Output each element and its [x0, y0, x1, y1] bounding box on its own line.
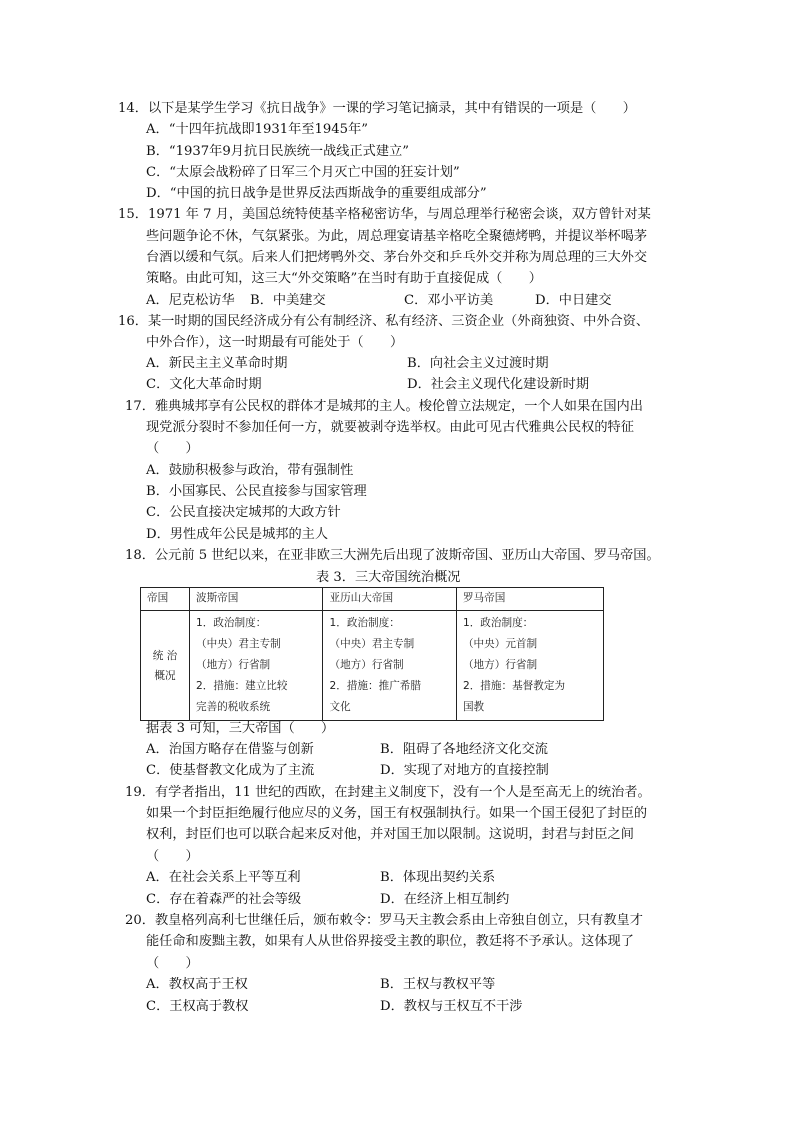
question-18-stem-line1: 18．公元前 5 世纪以来，在亚非欧三大洲先后出现了波斯帝国、亚历山大帝国、罗马帝国。 [125, 548, 660, 563]
question-18-option-c[interactable]: C．使基督教文化成为了主流 [146, 763, 315, 778]
persia-line3: （地方）行省制 [196, 659, 271, 671]
table-header-row [141, 588, 604, 611]
question-15-stem-line1: 15．1971 年 7 月，美国总统特使基辛格秘密访华，与周总理举行秘密会谈，双方曾针对某 [118, 207, 651, 222]
rome-line3: （地方）行省制 [462, 659, 538, 671]
question-17-stem-line3: （ ） [146, 441, 199, 456]
alexander-line5: 文化 [329, 701, 351, 713]
question-20-option-c[interactable]: C．王权高于教权 [146, 999, 249, 1014]
question-16-option-b[interactable]: B．向社会主义过渡时期 [407, 356, 549, 371]
question-19-option-a[interactable]: A．在社会关系上平等互利 [146, 870, 301, 885]
question-20-stem-line1: 20．教皇格列高利七世继任后，颁布敕令：罗马天主教会系由上帝独自创立，只有教皇才 [125, 913, 643, 928]
question-17-option-d[interactable]: D．男性成年公民是城邦的主人 [146, 527, 329, 542]
question-14-option-d[interactable]: D．“中国的抗日战争是世界反法西斯战争的重要组成部分” [146, 186, 487, 201]
question-17-option-c[interactable]: C．公民直接决定城邦的大政方针 [146, 505, 341, 520]
question-16-stem-line1: 16．某一时期的国民经济成分有公有制经济、私有经济、三资企业（外商独资、中外合资、 [118, 314, 650, 329]
table-header-rome: 罗马帝国 [456, 588, 603, 611]
question-20-option-a[interactable]: A．教权高于王权 [146, 977, 248, 992]
question-18-option-b[interactable]: B．阻碍了各地经济文化交流 [380, 742, 548, 757]
table-header-alexander: 亚历山大帝国 [323, 588, 456, 611]
question-16-stem-line2: 中外合作），这一时期最有可能处于（ ） [146, 335, 404, 350]
question-17-option-a[interactable]: A．鼓励积极参与政治，带有强制性 [146, 463, 354, 478]
question-17-stem-line2: 现党派分裂时不参加任何一方，就要被剥夺选举权。由此可见古代雅典公民权的特征 [146, 420, 634, 435]
rome-line5: 国教 [462, 701, 485, 713]
table-3-caption: 表 3．三大帝国统治概况 [316, 570, 461, 585]
alexander-line3: （地方）行省制 [329, 659, 404, 671]
question-19-stem-line4: （ ） [146, 849, 199, 864]
question-18-option-a[interactable]: A．治国方略存在借鉴与创新 [146, 742, 314, 757]
question-15-option-d[interactable]: D．中日建交 [535, 293, 612, 308]
rome-line4: 2．措施：基督教定为 [462, 680, 566, 692]
question-15-option-b[interactable]: B．中美建交 [250, 293, 326, 308]
question-17-option-b[interactable]: B．小国寡民、公民直接参与国家管理 [146, 484, 367, 499]
question-19-stem-line3: 权利，封臣们也可以联合起来反对他，并对国王加以限制。这说明，封君与封臣之间 [146, 827, 634, 842]
empire-comparison-table [140, 587, 604, 721]
question-14-option-c[interactable]: C．“太原会战粉碎了日军三个月灭亡中国的狂妄计划” [146, 165, 460, 180]
question-19-stem-line2: 如果一个封臣拒绝履行他应尽的义务，国王有权强制执行。如果一个国王侵犯了封臣的 [146, 806, 648, 821]
rome-cell [456, 611, 603, 721]
alexander-line1: 1．政治制度： [329, 617, 400, 629]
question-19-stem-line1: 19．有学者指出，11 世纪的西欧，在封建主义制度下，没有一个人是至高无上的统治者。 [125, 785, 651, 800]
persia-line1: 1．政治制度： [196, 617, 267, 629]
table-header-empire: 帝国 [141, 588, 190, 611]
persia-line2: （中央）君主专制 [196, 638, 281, 650]
question-16-option-d[interactable]: D．社会主义现代化建设新时期 [407, 377, 590, 392]
question-15-stem-line2: 些问题争论不休，气氛紧张。为此，周总理宴请基辛格吃全聚德烤鸭，并提议举杯喝茅 [146, 229, 648, 244]
question-15-stem-line4: 策略。由此可知，这三大“外交策略”在当时有助于直接促成（ ） [146, 271, 542, 286]
question-15-option-a[interactable]: A．尼克松访华 [146, 293, 235, 308]
question-16-option-c[interactable]: C．文化大革命时期 [146, 377, 262, 392]
question-17-stem-line1: 17．雅典城邦享有公民权的群体才是城邦的主人。梭伦曾立法规定，一个人如果在国内出 [125, 399, 643, 414]
question-19-option-c[interactable]: C．存在着森严的社会等级 [146, 892, 302, 907]
question-20-stem-line3: （ ） [146, 956, 199, 971]
question-19-option-d[interactable]: D．在经济上相互制约 [380, 892, 510, 907]
question-14-option-b[interactable]: B．“1937年9月抗日民族统一战线正式建立” [146, 144, 409, 159]
question-18-after-table: 据表 3 可知，三大帝国（ ） [146, 721, 335, 736]
persia-cell [190, 611, 323, 721]
question-14-stem: 14．以下是某学生学习《抗日战争》一课的学习笔记摘录，其中有错误的一项是（ ） [118, 101, 636, 116]
question-20-option-d[interactable]: D．教权与王权互不干涉 [380, 999, 523, 1014]
question-14-option-a[interactable]: A．“十四年抗战即1931年至1945年” [146, 122, 369, 137]
question-18-option-d[interactable]: D．实现了对地方的直接控制 [380, 763, 549, 778]
question-16-option-a[interactable]: A．新民主主义革命时期 [146, 356, 288, 371]
row-header-line2: 概况 [154, 669, 176, 682]
rome-line2: （中央）元首制 [462, 638, 538, 650]
persia-line4: 2．措施：建立比较 [196, 680, 288, 692]
question-15-option-c[interactable]: C．邓小平访美 [404, 293, 494, 308]
alexander-line2: （中央）君主专制 [329, 638, 415, 650]
question-15-stem-line3: 台酒以缓和气氛。后来人们把烤鸭外交、茅台外交和乒乓外交并称为周总理的三大外交 [146, 250, 648, 265]
table-body-row [141, 611, 604, 721]
persia-line5: 完善的税收系统 [196, 701, 271, 713]
rome-line1: 1．政治制度： [462, 617, 534, 629]
row-header-line1: 统 治 [152, 649, 178, 662]
table-header-persia: 波斯帝国 [190, 588, 323, 611]
question-19-option-b[interactable]: B．体现出契约关系 [380, 870, 496, 885]
table-row-header [141, 611, 190, 721]
alexander-line4: 2．措施：推广希腊 [329, 680, 421, 692]
alexander-cell [323, 611, 456, 721]
question-20-option-b[interactable]: B．王权与教权平等 [380, 977, 496, 992]
question-20-stem-line2: 能任命和废黜主教，如果有人从世俗界接受主教的职位，教廷将不予承认。这体现了 [146, 934, 634, 949]
